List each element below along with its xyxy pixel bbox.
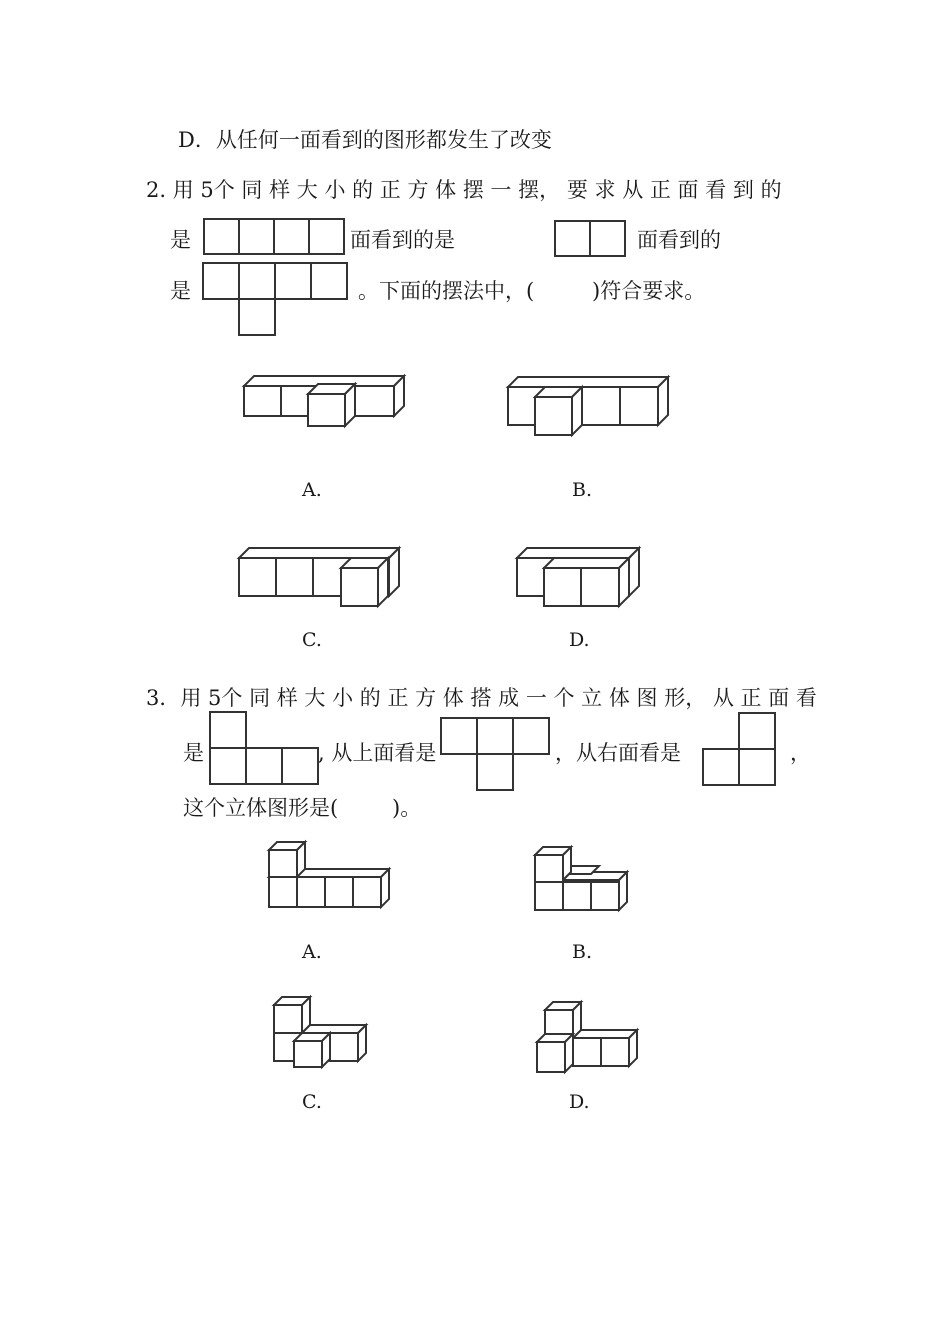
q2-line2-c: 面看到的 — [637, 228, 721, 252]
q3-option-a-label: A. — [302, 941, 322, 963]
q2-option-d-figure — [517, 548, 643, 610]
q2-line3-c: )符合要求。 — [592, 279, 706, 303]
q2-option-a-label: A. — [302, 479, 322, 501]
q2-option-b-label: B. — [572, 479, 593, 501]
q2-line3-b: 。下面的摆法中，( — [358, 279, 535, 303]
q3-line3: 这个立体图形是( — [183, 796, 339, 820]
q3-option-b-figure — [535, 847, 631, 913]
q2-option-c-figure — [239, 548, 403, 610]
q2-side-view-figure — [555, 221, 627, 257]
q2-front-view-figure — [204, 219, 346, 255]
q3-front-view-figure — [210, 712, 320, 786]
q2-line2-b: 面看到的是 — [350, 228, 455, 252]
q3-option-d-figure — [537, 1002, 641, 1074]
q3-line1: 3．用 5个 同 样 大 小 的 正 方 体 搭 成 一 个 立 体 图 形， 从 正 面 看 — [146, 686, 817, 710]
q3-line2-d: ， — [790, 741, 811, 765]
q2-option-b-figure — [508, 377, 672, 437]
q2-line1: 2. 用 5个 同 样 大 小 的 正 方 体 摆 一 摆， 要 求 从 正 面 看 到 的 — [146, 178, 782, 202]
q3-line2-b: , 从上面看是 — [318, 741, 437, 765]
q3-option-a-figure — [269, 842, 395, 912]
q3-option-c-label: C. — [302, 1091, 322, 1113]
q3-right-view-figure — [703, 713, 777, 787]
q3-line3-end: )。 — [392, 796, 422, 820]
q2-option-c-label: C. — [302, 629, 322, 651]
q3-option-d-label: D. — [569, 1091, 590, 1113]
q2-top-view-figure — [203, 263, 351, 337]
q2-option-a-figure — [244, 376, 408, 430]
q2-line3-a: 是 — [170, 279, 191, 303]
q3-option-c-figure — [274, 997, 372, 1071]
q2-option-d-label: D. — [569, 629, 590, 651]
q3-line2-a: 是 — [183, 741, 204, 765]
q3-line2-c: ，从右面看是 — [555, 741, 681, 765]
q3-top-view-figure — [441, 718, 551, 792]
prev-option-d: D．从任何一面看到的图形都发生了改变 — [178, 128, 552, 152]
q2-line2-a: 是 — [170, 228, 191, 252]
q3-option-b-label: B. — [572, 941, 593, 963]
